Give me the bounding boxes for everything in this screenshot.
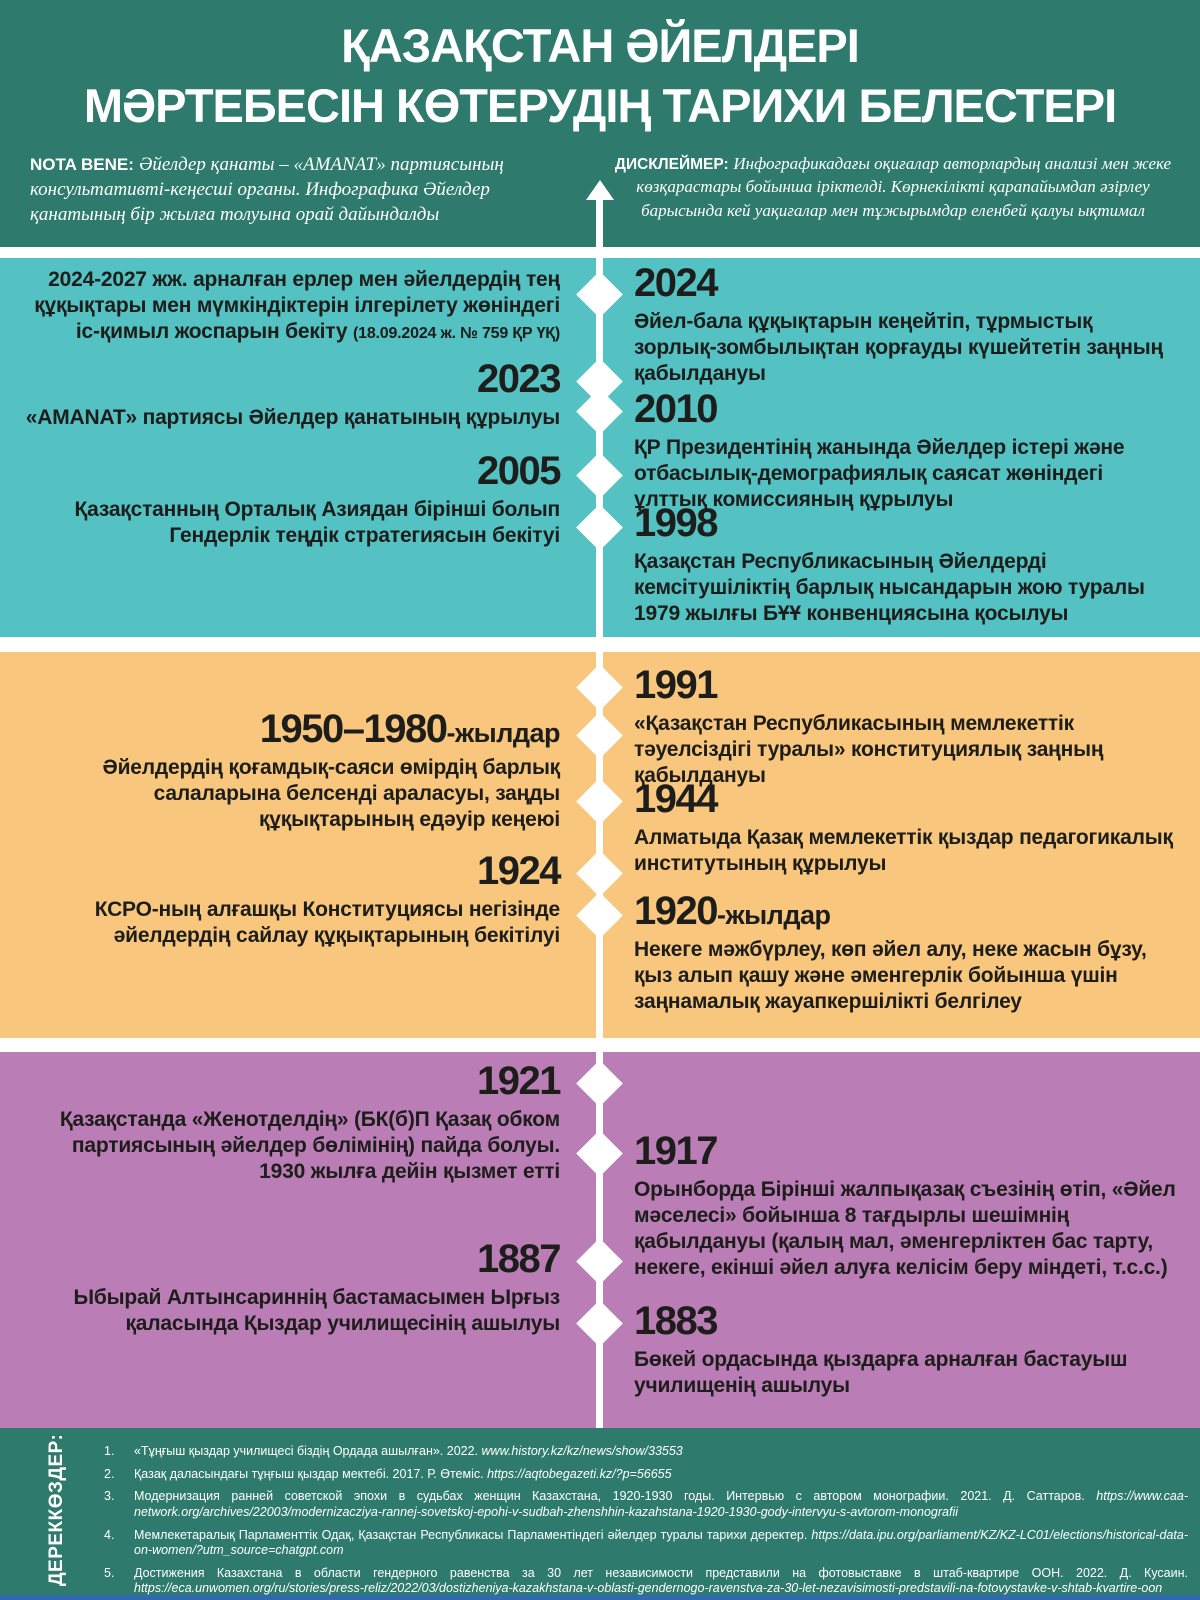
timeline-entry-1998 [634, 502, 1179, 627]
entry-text: Әйелдердің қоғамдық-саяси өмірдің барлық салаларына белсенді араласуы, заңды құқықтарының едәуір кеңеюі [102, 756, 560, 832]
source-item [104, 1467, 1188, 1483]
page-title-line1: ҚАЗАҚСТАН ӘЙЕЛДЕРІ [341, 19, 859, 72]
entry-text: Қазақстанның Орталық Азиядан бірінші болып Гендерлік теңдік стратегиясын бекітуі [74, 498, 560, 548]
source-url: https://www.caa-network.org/archives/22003/modernizacziya-rannej-sovetskoj-epohi-v-sudbah-zhenshhin-kazahstana-1920-1930-gody-intervyu-s-avtorom-monografii [134, 1489, 1188, 1519]
entry-text: Қазақстанда «Женотделдің» (БК(б)П Қазақ обком партиясының әйелдер бөлімінің) пайда болуы. 1930 жылға дейін қызмет етті [59, 1108, 560, 1184]
nota-bene-label: NOTA BENE: [30, 155, 134, 174]
timeline-entry-1944 [634, 778, 1179, 877]
source-text: Мемлекетаралық Парламенттік Одақ, Қазақстан Республикасы Парламентіндегі әйелдер туралы тарихи деректер. [134, 1527, 808, 1542]
entry-text: Бөкей ордасында қыздарға арналған бастауыш училищенің ашылуы [634, 1348, 1128, 1398]
source-number: 1. [104, 1444, 115, 1458]
timeline-entry-2024 [634, 262, 1179, 387]
entry-text: Ыбырай Алтынсариннің бастамасымен Ырғыз қаласында Қыздар училищесінің ашылуы [73, 1286, 560, 1336]
entry-text: ҚР Президентінің жанында Әйелдер істері және отбасылық-демографиялық саясат жөніндегі ұлттық комиссияның құрылуы [634, 436, 1125, 512]
entry-text: «AMANAT» партиясы Әйелдер қанатының құрылуы [25, 406, 560, 429]
timeline-entry-1887 [25, 1238, 560, 1337]
source-url: www.history.kz/kz/news/show/33553 [481, 1444, 683, 1458]
timeline-arrow-up-icon [586, 180, 614, 200]
nota-bene-text: Әйелдер қанаты – «AMANAT» партиясының консультативті-кеңесші органы. Инфографика Әйелдер қанатының бір жылға толуына орай дайындалды [30, 154, 504, 226]
source-text: Қазақ даласындағы тұңғыш қыздар мектебі. 2017. Р. Өтеміс. [134, 1466, 484, 1481]
timeline-entry-1991 [634, 664, 1179, 789]
disclaimer-block [606, 152, 1180, 222]
timeline-entry-1921 [25, 1060, 560, 1185]
source-number: 5. [104, 1565, 115, 1580]
source-text: Достижения Казахстана в области гендерного равенства за 30 лет независимости представили на фотовыставке в штаб-квартире ООН. 2022. Д. Кусаин. [134, 1565, 1188, 1580]
page-title-line2: МӘРТЕБЕСІН КӨТЕРУДІҢ ТАРИХИ БЕЛЕСТЕРІ [83, 79, 1117, 133]
entry-year: 2005 [477, 449, 560, 493]
entry-year: 1917 [634, 1129, 717, 1173]
entry-text: Алматыда Қазақ мемлекеттік қыздар педагогикалық институтының құрылуы [634, 826, 1173, 876]
timeline-entry-2010 [634, 388, 1179, 513]
source-item [104, 1444, 1188, 1460]
entry-year: 2010 [634, 387, 717, 431]
sources-list [104, 1444, 1188, 1600]
timeline-entry-1950-1980 [25, 708, 560, 833]
entry-text: Некеге мәжбүрлеу, көп әйел алу, неке жасын бұзу, қыз алып қашу және әменгерлік бойынша үшін заңнамалық жауапкершілікті белгілеу [634, 938, 1147, 1014]
entry-year: 1944 [634, 777, 717, 821]
source-item [104, 1566, 1188, 1597]
timeline-entry-1920s [634, 890, 1179, 1015]
entry-text: Орынборда Бірінші жалпықазақ съезінің өтіп, «Әйел мәселесі» бойынша 8 тағдырлы шешімнің қабылдануы (қалың мал, әменгерліктен бас тарту, некеге, екінші әйел алуға келісім беру міндеті, т.с.с.) [634, 1178, 1176, 1280]
entry-year-suffix: -жылдар [716, 900, 831, 930]
entry-note: (18.09.2024 ж. № 759 ҚР ҮҚ) [353, 325, 560, 343]
source-text: Модернизация ранней советской эпохи в судьбах женщин Казахстана, 1920-1930 годы. Интервью с автором монографии. 2021. Д. Саттаров. [134, 1489, 1085, 1504]
entry-year: 1924 [477, 849, 560, 893]
timeline-entry-2023 [25, 358, 560, 431]
timeline-entry-2005 [25, 450, 560, 549]
source-number: 2. [104, 1466, 115, 1481]
sources-label: ДЕРЕККӨЗДЕР: [46, 1433, 67, 1586]
disclaimer-label: ДИСКЛЕЙМЕР: [614, 156, 729, 173]
entry-year: 1920 [634, 889, 717, 933]
source-number: 3. [104, 1489, 115, 1504]
timeline-entry-2024-2027-plan [25, 262, 560, 345]
timeline-entry-1924 [25, 850, 560, 949]
source-number: 4. [104, 1527, 115, 1542]
entry-year-suffix: -жылдар [446, 718, 560, 748]
nota-bene-block [30, 152, 512, 227]
entry-text: Әйел-бала құқықтарын кеңейтіп, тұрмыстық зорлық-зомбылықтан қорғауды күшейтетін заңның қабылдануы [634, 310, 1164, 386]
entry-text: 2024-2027 жж. арналған ерлер мен әйелдердің тең құқықтары мен мүмкіндіктерін ілгерілету жөніндегі іс-қимыл жоспарын бекіту [34, 268, 560, 344]
entry-text: «Қазақстан Республикасының мемлекеттік тәуелсіздігі туралы» конституциялық заңның қабылдануы [634, 712, 1104, 788]
entry-year: 2023 [477, 357, 560, 401]
disclaimer-text: Инфографикадағы оқиғалар авторлардың анализі мен жеке көзқарастары бойынша іріктелді. Көрнекілікті қарапайымдап әзірлеу барысында кей уақиғалар мен тұжырымдар еленбей қалуы ықтимал [636, 154, 1172, 220]
entry-year: 1998 [634, 501, 717, 545]
timeline-entry-1917 [634, 1130, 1179, 1281]
source-item [104, 1528, 1188, 1559]
source-url: https://aqtobegazeti.kz/?p=56655 [487, 1466, 672, 1481]
entry-year: 1921 [477, 1059, 560, 1103]
timeline-entry-1883 [634, 1300, 1179, 1399]
source-item [104, 1489, 1188, 1520]
entry-year: 1991 [634, 663, 717, 707]
source-url: https://eca.unwomen.org/ru/stories/press-reliz/2022/03/dostizheniya-kazakhstana-v-oblasti-gendernogo-ravenstva-za-30-let-nezavisimosti-predstavili-na-fotovystavke-v-shtab-kvartire-oon [134, 1581, 1163, 1596]
entry-text: Қазақстан Республикасының Әйелдерді кемсітушіліктің барлық нысандарын жою туралы 1979 жылғы БҰҰ конвенциясына қосылуы [634, 550, 1145, 626]
entry-year: 1887 [477, 1237, 560, 1281]
source-text: «Тұңғыш қыздар училищесі біздің Ордада ашылған». 2022. [134, 1444, 479, 1458]
entry-text: КСРО-ның алғашқы Конституциясы негізінде әйелдердің сайлау құқықтарының бекітілуі [94, 898, 560, 948]
entry-year: 1883 [634, 1299, 717, 1343]
source-url: https://data.ipu.org/parliament/KZ/KZ-LC01/elections/historical-data-on-women/?utm_source=chatgpt.com [134, 1527, 1188, 1558]
page-title [0, 16, 1200, 136]
entry-year: 1950–1980 [259, 707, 447, 751]
entry-year: 2024 [634, 261, 717, 305]
